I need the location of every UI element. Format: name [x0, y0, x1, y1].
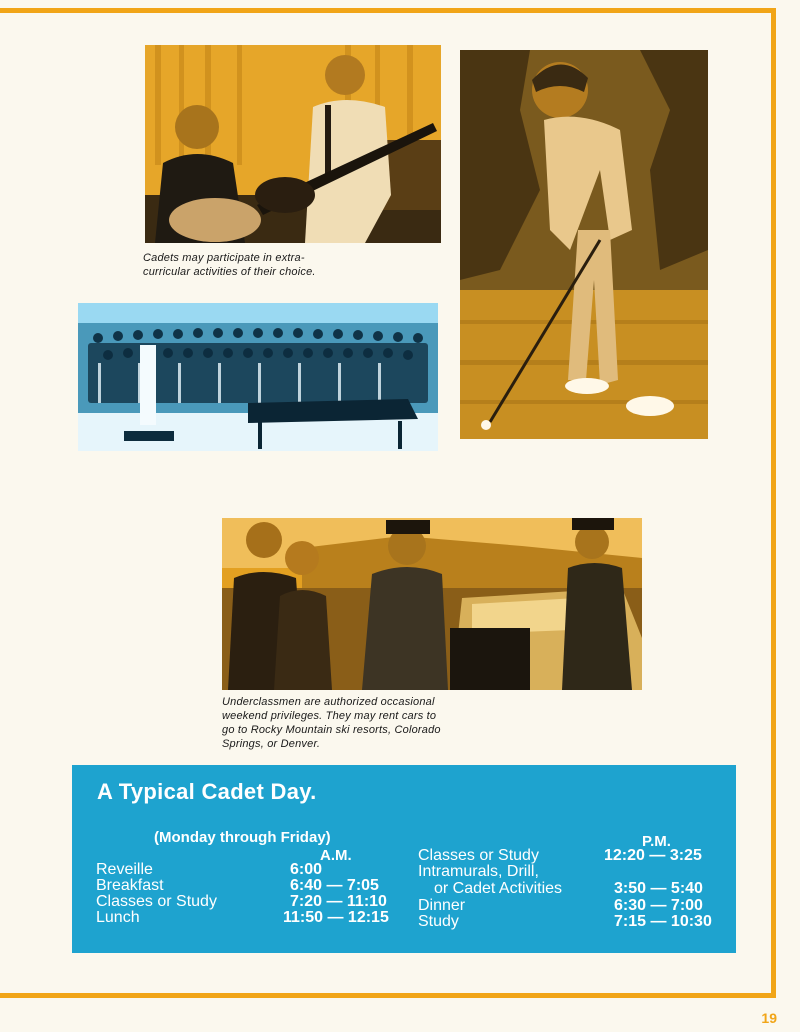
schedule-activity: Reveille	[96, 861, 153, 878]
caption-weekend	[222, 695, 502, 751]
schedule-time: 6:30 — 7:00	[614, 897, 703, 914]
schedule-activity: Lunch	[96, 909, 140, 926]
schedule-activity: Breakfast	[96, 877, 164, 894]
schedule-activity: Dinner	[418, 897, 466, 914]
schedule-activity: Intramurals, Drill,	[418, 863, 539, 880]
caption-line: Underclassmen are authorized occasional	[222, 696, 435, 708]
schedule-row-cadet-activities	[418, 881, 718, 897]
caption-line: Springs, or Denver.	[222, 738, 321, 750]
schedule-row-dinner	[418, 898, 718, 914]
caption-line: go to Rocky Mountain ski resorts, Colorado	[222, 724, 441, 736]
photo-cadet-chorale	[78, 303, 438, 451]
caption-line: Cadets may participate in extra-	[143, 252, 305, 264]
schedule-row-breakfast	[96, 878, 396, 894]
am-label: A.M.	[320, 847, 352, 864]
photo-cadets-guitars	[145, 45, 441, 243]
schedule-row-lunch	[96, 910, 396, 926]
schedule-row-classes-pm	[418, 848, 718, 864]
schedule-row-intramurals	[418, 864, 718, 880]
pm-label: P.M.	[642, 833, 671, 850]
schedule-time: 3:50 — 5:40	[614, 880, 703, 897]
schedule-subtitle: (Monday through Friday)	[154, 829, 331, 846]
schedule-activity: or Cadet Activities	[434, 880, 563, 897]
schedule-time: 6:40 — 7:05	[290, 877, 379, 894]
cadet-day-schedule	[72, 765, 736, 953]
schedule-row-classes-am	[96, 894, 396, 910]
page-number: 19	[761, 1010, 777, 1026]
schedule-row-reveille	[96, 862, 396, 878]
schedule-activity: Classes or Study	[96, 893, 217, 910]
caption-activities	[143, 251, 373, 279]
schedule-time: 6:00	[290, 861, 323, 878]
schedule-activity: Classes or Study	[418, 847, 539, 864]
photo-cadets-at-car	[222, 518, 642, 690]
caption-line: curricular activities of their choice.	[143, 266, 316, 278]
schedule-time: 7:15 — 10:30	[614, 913, 712, 930]
schedule-time: 7:20 — 11:10	[290, 893, 387, 910]
schedule-time: 12:20 — 3:25	[604, 847, 702, 864]
schedule-row-study	[418, 914, 718, 930]
caption-line: weekend privileges. They may rent cars to	[222, 710, 437, 722]
schedule-time: 11:50 — 12:15	[283, 909, 389, 926]
schedule-title: A Typical Cadet Day.	[97, 779, 317, 804]
photo-cadet-golfing	[460, 50, 708, 439]
schedule-activity: Study	[418, 913, 459, 930]
